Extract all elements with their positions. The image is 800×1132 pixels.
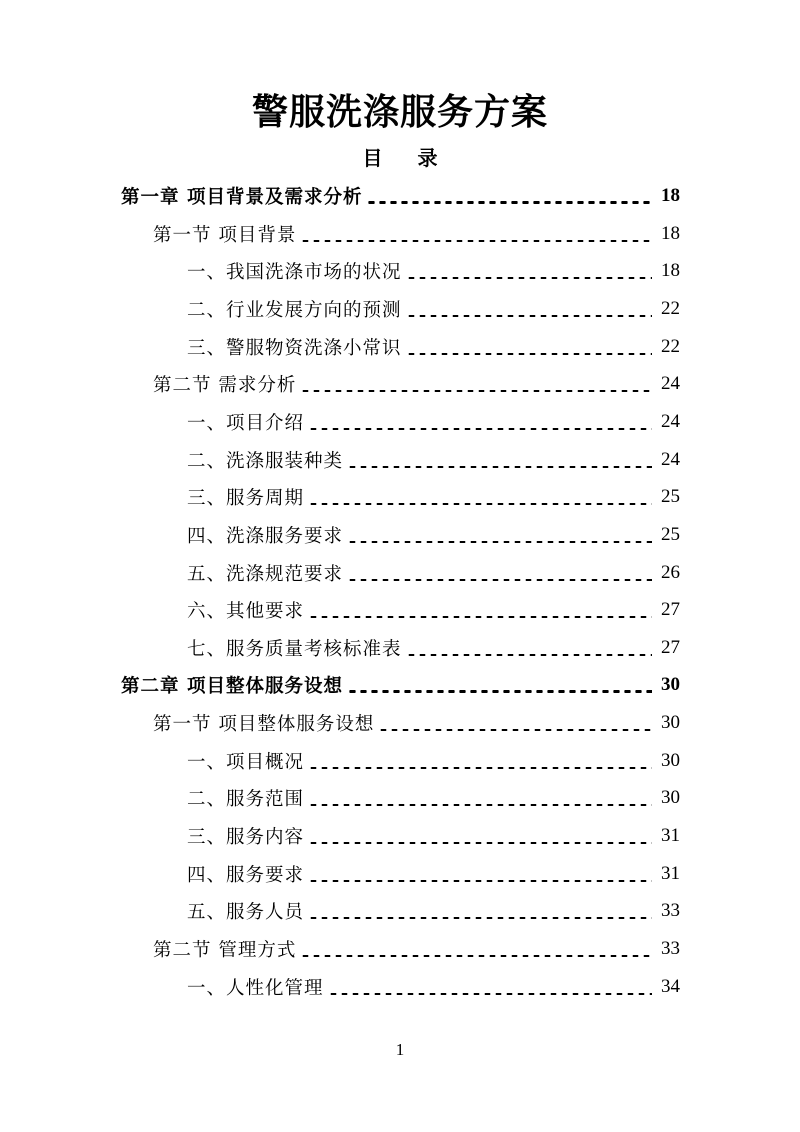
toc-entry-label: 三、服务内容 [187, 827, 305, 849]
toc-entry-label: 二、洗涤服装种类 [187, 450, 344, 472]
document-title: 警服洗涤服务方案 [251, 91, 548, 133]
toc-entry-label: 二、行业发展方向的预测 [187, 299, 402, 321]
toc-entry-item[interactable] [187, 595, 680, 625]
toc-entry-page: 30 [661, 712, 680, 734]
toc-entry-section[interactable] [153, 369, 680, 399]
toc-entry-item[interactable] [187, 558, 680, 588]
toc-entry-page: 18 [661, 260, 680, 282]
toc-entry-page: 22 [661, 335, 680, 357]
toc-dot-leader [300, 955, 652, 957]
toc-entry-page: 33 [661, 900, 680, 922]
toc-entry-item[interactable] [187, 520, 680, 550]
toc-entry-item[interactable] [187, 332, 680, 362]
toc-entry-page: 22 [661, 297, 680, 319]
toc-entry-page: 25 [661, 486, 680, 508]
toc-entry-label: 第一节 项目整体服务设想 [153, 714, 375, 736]
toc-entry-label: 一、项目概况 [187, 751, 305, 773]
toc-dot-leader [347, 690, 652, 693]
toc-entry-page: 27 [661, 636, 680, 658]
toc-entry-label: 一、项目介绍 [187, 412, 305, 434]
toc-entry-item[interactable] [187, 896, 680, 926]
toc-dot-leader [328, 993, 652, 995]
toc-dot-leader [308, 428, 652, 430]
toc-entry-section[interactable] [153, 219, 680, 249]
toc-entry-label: 四、洗涤服务要求 [187, 525, 344, 547]
toc-entry-item[interactable] [187, 407, 680, 437]
toc-entry-item[interactable] [187, 256, 680, 286]
toc-entry-item[interactable] [187, 746, 680, 776]
toc-entry-item[interactable] [187, 783, 680, 813]
toc-entry-item[interactable] [187, 972, 680, 1002]
toc-entry-label: 第一节 项目背景 [153, 224, 297, 246]
toc-entry-page: 30 [661, 787, 680, 809]
toc-entry-item[interactable] [187, 294, 680, 324]
toc-entry-label: 三、服务周期 [187, 488, 305, 510]
toc-entry-section[interactable] [153, 934, 680, 964]
toc-entry-page: 33 [661, 938, 680, 959]
toc-entry-page: 30 [661, 749, 680, 771]
toc-entry-label: 五、服务人员 [187, 902, 305, 924]
toc-dot-leader [406, 654, 652, 656]
toc-dot-leader [308, 767, 652, 769]
toc-dot-leader [406, 315, 652, 317]
toc-dot-leader [300, 240, 652, 242]
toc-entry-page: 24 [661, 448, 680, 470]
toc-entry-item[interactable] [187, 445, 680, 475]
toc-dot-leader [366, 201, 652, 204]
toc-entry-page: 25 [661, 523, 680, 545]
toc-dot-leader [406, 277, 652, 279]
toc-entry-page: 18 [661, 185, 680, 206]
toc-entry-label: 四、服务要求 [187, 864, 305, 886]
toc-entry-chapter[interactable] [121, 670, 680, 700]
toc-entry-page: 27 [661, 599, 680, 621]
toc-dot-leader [347, 541, 652, 543]
page-number: 1 [395, 1040, 405, 1059]
toc-entry-page: 31 [661, 862, 680, 884]
toc-dot-leader [308, 616, 652, 618]
toc-dot-leader [308, 804, 652, 806]
toc-entry-page: 31 [661, 825, 680, 847]
toc-dot-leader [308, 917, 652, 919]
toc-entry-page: 30 [661, 674, 680, 696]
toc-entry-label: 第二节 需求分析 [153, 375, 297, 397]
toc-entry-item[interactable] [187, 633, 680, 663]
toc-entry-page: 24 [661, 373, 680, 395]
toc-entry-label: 一、我国洗涤市场的状况 [187, 262, 402, 284]
toc-dot-leader [308, 503, 652, 505]
toc-dot-leader [308, 880, 652, 882]
toc-entry-label: 六、其他要求 [187, 601, 305, 623]
toc-dot-leader [347, 579, 652, 581]
toc-dot-leader [406, 353, 652, 355]
toc-entry-item[interactable] [187, 821, 680, 851]
toc-entry-label: 第二章 项目整体服务设想 [121, 676, 343, 698]
toc-entry-section[interactable] [153, 708, 680, 738]
toc-dot-leader [300, 390, 652, 392]
toc-entry-chapter[interactable] [121, 181, 680, 211]
toc-entry-label: 第一章 项目背景及需求分析 [121, 187, 363, 208]
toc-entry-item[interactable] [187, 482, 680, 512]
toc-entry-label: 三、警服物资洗涤小常识 [187, 337, 402, 359]
toc-entry-page: 18 [661, 222, 680, 244]
toc-dot-leader [308, 842, 652, 844]
toc-entry-page: 34 [661, 975, 680, 997]
toc-dot-leader [378, 729, 652, 731]
toc-entry-label: 七、服务质量考核标准表 [187, 638, 402, 660]
toc-entry-label: 一、人性化管理 [187, 977, 324, 999]
toc-entry-label: 二、服务范围 [187, 789, 305, 811]
toc-dot-leader [347, 466, 652, 468]
toc-entry-label: 五、洗涤规范要求 [187, 563, 344, 585]
toc-entry-page: 24 [661, 410, 680, 432]
toc-heading: 目 录 [362, 146, 452, 170]
toc-entry-page: 26 [661, 561, 680, 583]
toc-entry-label: 第二节 管理方式 [153, 940, 297, 961]
toc-entry-item[interactable] [187, 859, 680, 889]
